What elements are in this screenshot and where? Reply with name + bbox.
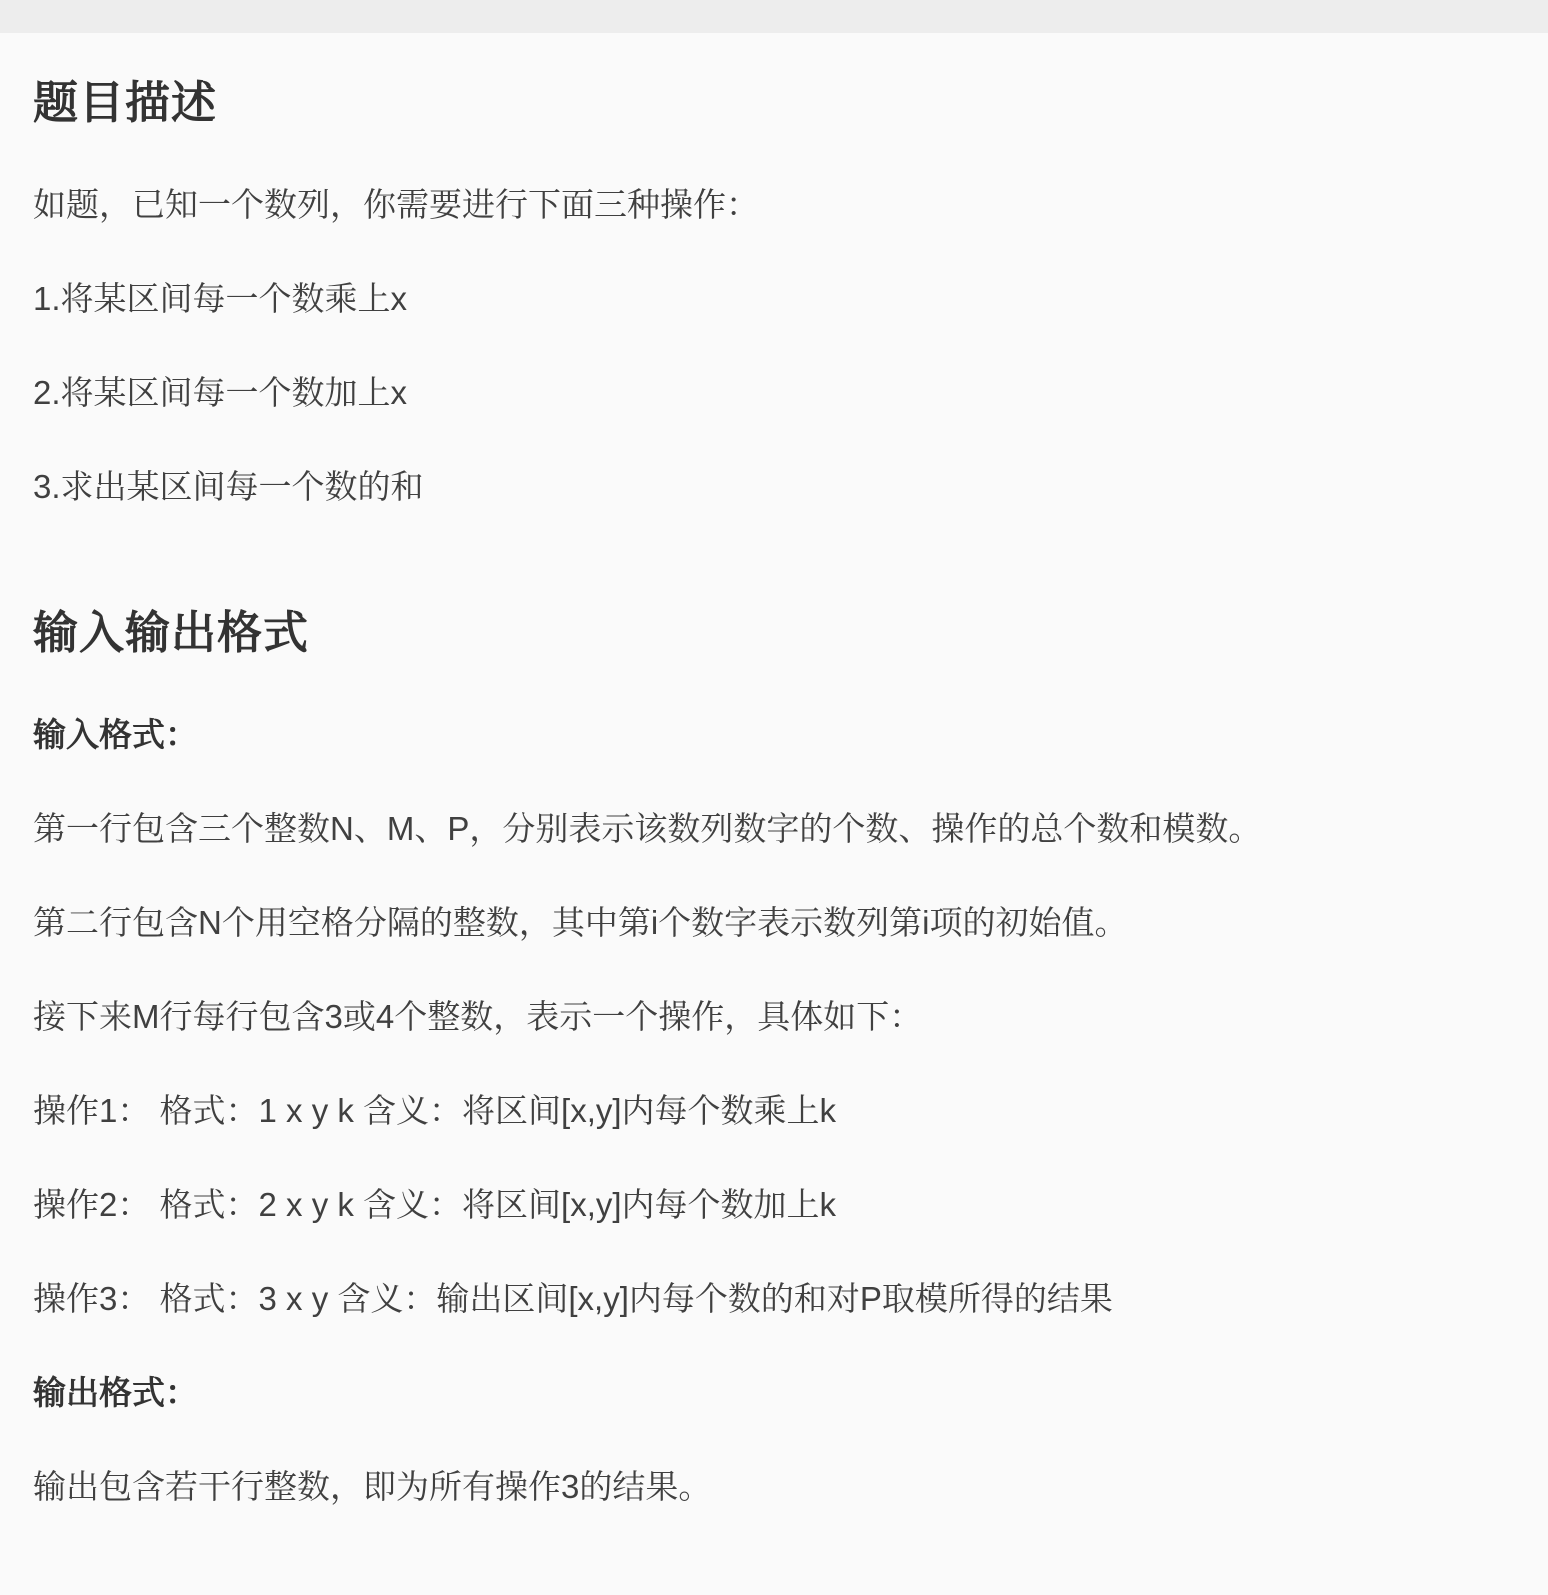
- io-format-heading: 输入输出格式: [33, 607, 310, 658]
- input-format-label: 输入格式：: [33, 716, 198, 753]
- operation-1-format: 操作1： 格式：1 x y k 含义：将区间[x,y]内每个数乘上k: [33, 1092, 837, 1129]
- problem-intro-paragraph: 如题，已知一个数列，你需要进行下面三种操作：: [33, 186, 759, 223]
- operation-3-format: 操作3： 格式：3 x y 含义：输出区间[x,y]内每个数的和对P取模所得的结果: [33, 1280, 1113, 1317]
- output-format-label: 输出格式：: [33, 1374, 198, 1411]
- problem-statement: [0, 33, 1548, 1511]
- operation-3-description: 3.求出某区间每一个数的和: [33, 468, 424, 505]
- operation-2-format: 操作2： 格式：2 x y k 含义：将区间[x,y]内每个数加上k: [33, 1186, 837, 1223]
- top-strip: [0, 0, 1548, 33]
- problem-description-heading: 题目描述: [33, 77, 218, 128]
- operation-2-description: 2.将某区间每一个数加上x: [33, 374, 408, 411]
- input-format-line-3: 接下来M行每行包含3或4个整数，表示一个操作，具体如下：: [33, 998, 923, 1035]
- operation-1-description: 1.将某区间每一个数乘上x: [33, 280, 408, 317]
- input-format-line-2: 第二行包含N个用空格分隔的整数，其中第i个数字表示数列第i项的初始值。: [33, 904, 1128, 941]
- output-format-line-1: 输出包含若干行整数，即为所有操作3的结果。: [33, 1468, 712, 1505]
- input-format-line-1: 第一行包含三个整数N、M、P，分别表示该数列数字的个数、操作的总个数和模数。: [33, 810, 1262, 847]
